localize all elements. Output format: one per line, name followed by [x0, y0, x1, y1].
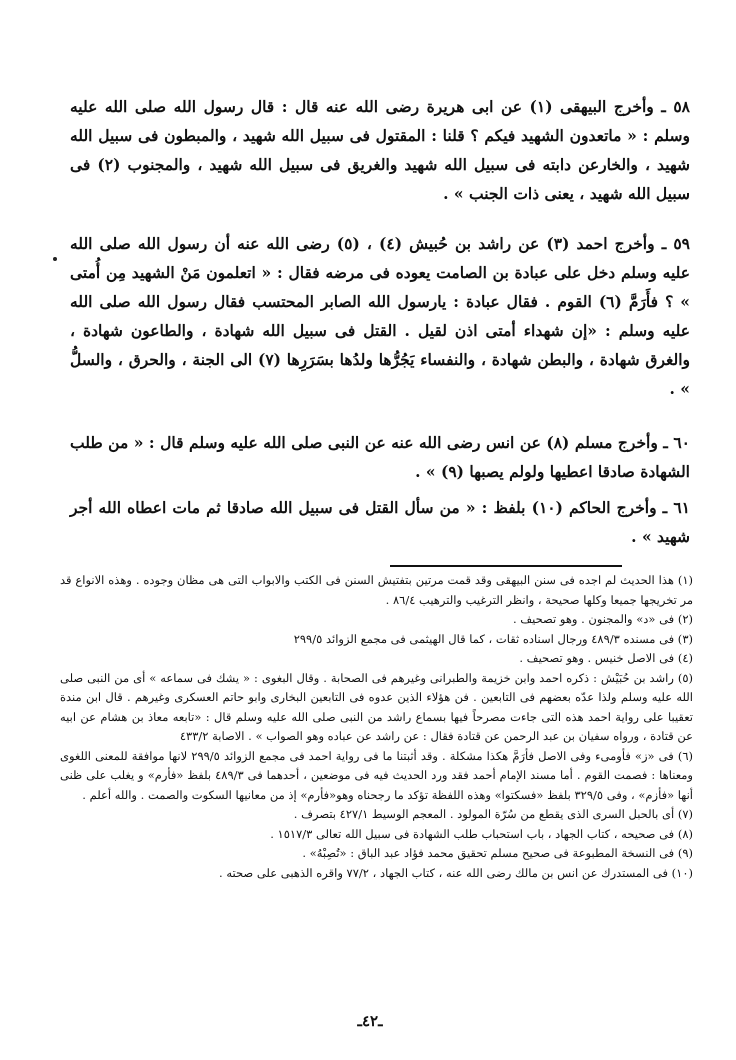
hadith-61: ٦١ ـ وأخرج الحاكم (١٠) بلفظ : « من سأل القتل فى سبيل الله صادقا ثم مات اعطاه الله أجر شهيد » . [70, 498, 690, 546]
footnote-4: (٤) فى الاصل خنيس . وهو تصحيف . [519, 651, 693, 665]
footnote-5: (٥) راشد بن حُبَيْش : ذكره احمد وابن خزيمة والطبرانى وغيرهم فى الصحابة . وقال البغوى : « يشك فى سماعه » أى من النبى صلى الله عليه وسلم ولذا عدّه بعضهم فى التابعين . فن هؤلاء الذين عدوه فى التابعين البخارى وابو حاتم العسكرى وغيرهم . قال ابن مندة تعقيبا على رواية احمد هذه التى جاءت مصرحاً فيها بسماع راشد من النبى صلى الله عليه وسلم قال : «تابعه معاذ بن هشام عن ابيه عن قتادة ، ورواه سفيان بن عبد الرحمن عن قتادة فقال : عن راشد عن عباده وهو الصواب » . الاصابة ٤٣٣/٢ [60, 670, 693, 743]
footnote-2: (٢) فى «د» والمجنون . وهو تصحيف . [512, 612, 693, 626]
hadith-60: ٦٠ ـ وأخرج مسلم (٨) عن انس رضى الله عنه عن النبى صلى الله عليه وسلم قال : « من طلب الشهادة صادقا اعطيها ولولم يصبها (٩) » . [70, 433, 690, 481]
footnote-9: (٩) فى النسخة المطبوعة فى صحيح مسلم تحقيق محمد فؤاد عبد الباق : «تُصِبْهُ» . [302, 846, 693, 860]
footnote-divider [390, 565, 622, 567]
footnote-3: (٣) فى مسنده ٤٨٩/٣ ورجال اسناده ثقات ، كما قال الهيثمى فى مجمع الزوائد ٢٩٩/٥ [293, 631, 693, 646]
footnote-6: (٦) فى «ز» فأومىء وفى الاصل فأرَمَّ هكذا مشكلة . وقد أثبتنا ما فى رواية احمد فى مجمع الزوائد ٢٩٩/٥ لانها موافقة للمعنى اللغوى ومعناها : فصمت القوم . أما مسند الإمام أحمد فقد ورد الحديث فيه فى موضعين ، أحدهما فى ٤٨٩/٣ بلفظ «فأرم» و يغلب على ظنى أنها «فأزم» ، وفى ٣٢٩/٥ بلفظ «فسكتوا» وهذه اللفظة تؤكد ما رجحناه وهو«فأرم» إذ من معانيها السكوت والصمت . والله أعلم . [60, 748, 693, 802]
hadith-59: ٥٩ ـ وأخرج احمد (٣) عن راشد بن حُبيش (٤) ، (٥) رضى الله عنه أن رسول الله صلى الله عليه وسلم دخل على عبادة بن الصامت يعوده فى مرضه فقال : « اتعلمون مَنْ الشهيد مِن أُمتى » ؟ فأَرَمَّ (٦) القوم . فقال عبادة : يارسول الله الصابر المحتسب فقال رسول الله صلى الله عليه وسلم : «إن شهداء أمتى اذن لقيل . القتل فى سبيل الله شهادة ، والطاعون شهادة ، والغرق شهادة ، والبطن شهادة ، والنفساء يَجُرُّها ولدُها بسَرَرِها (٧) الى الجنة ، والحرق ، والسلُّ » . [70, 234, 691, 398]
hadith-58: ٥٨ ـ وأخرج البيهقى (١) عن ابى هريرة رضى الله عنه قال : قال رسول الله صلى الله عليه وسلم : « ماتعدون الشهيد فيكم ؟ قلنا : المقتول فى سبيل الله شهيد ، والمبطون فى سبيل الله شهيد ، والخارعن دابته فى سبيل الله شهيد والغريق فى سبيل الله شهيد ، والمجنوب (٢) فى سبيل الله شهيد ، يعنى ذات الجنب » . [70, 97, 691, 203]
ink-speck [53, 257, 57, 261]
footnote-8: (٨) فى صحيحه ، كتاب الجهاد ، باب استحباب طلب الشهادة فى سبيل الله تعالى ١٥١٧/٣ . [270, 826, 693, 841]
footnotes [60, 571, 693, 883]
footnote-7: (٧) أى بالحبل السرى الذى يقطع من سُرّة المولود . المعجم الوسيط ٤٢٧/١ بتصرف . [293, 807, 693, 821]
page-number: ـ٤٢ـ [357, 1012, 383, 1030]
footnote-10: (١٠) فى المستدرك عن انس بن مالك رضى الله عنه ، كتاب الجهاد ، ٧٧/٢ واقره الذهبى على صحته . [219, 865, 693, 880]
footnote-1: (١) هذا الحديث لم اجده فى سنن البيهقى وقد قمت مرتين بتفتيش السنن فى الكتب والابواب التى هى مظان وجوده . وهذه الانواع قد مر تخريجها جميعا وكلها صحيحة ، وانظر الترغيب والترهيب ٨٦/٤ . [60, 573, 693, 607]
